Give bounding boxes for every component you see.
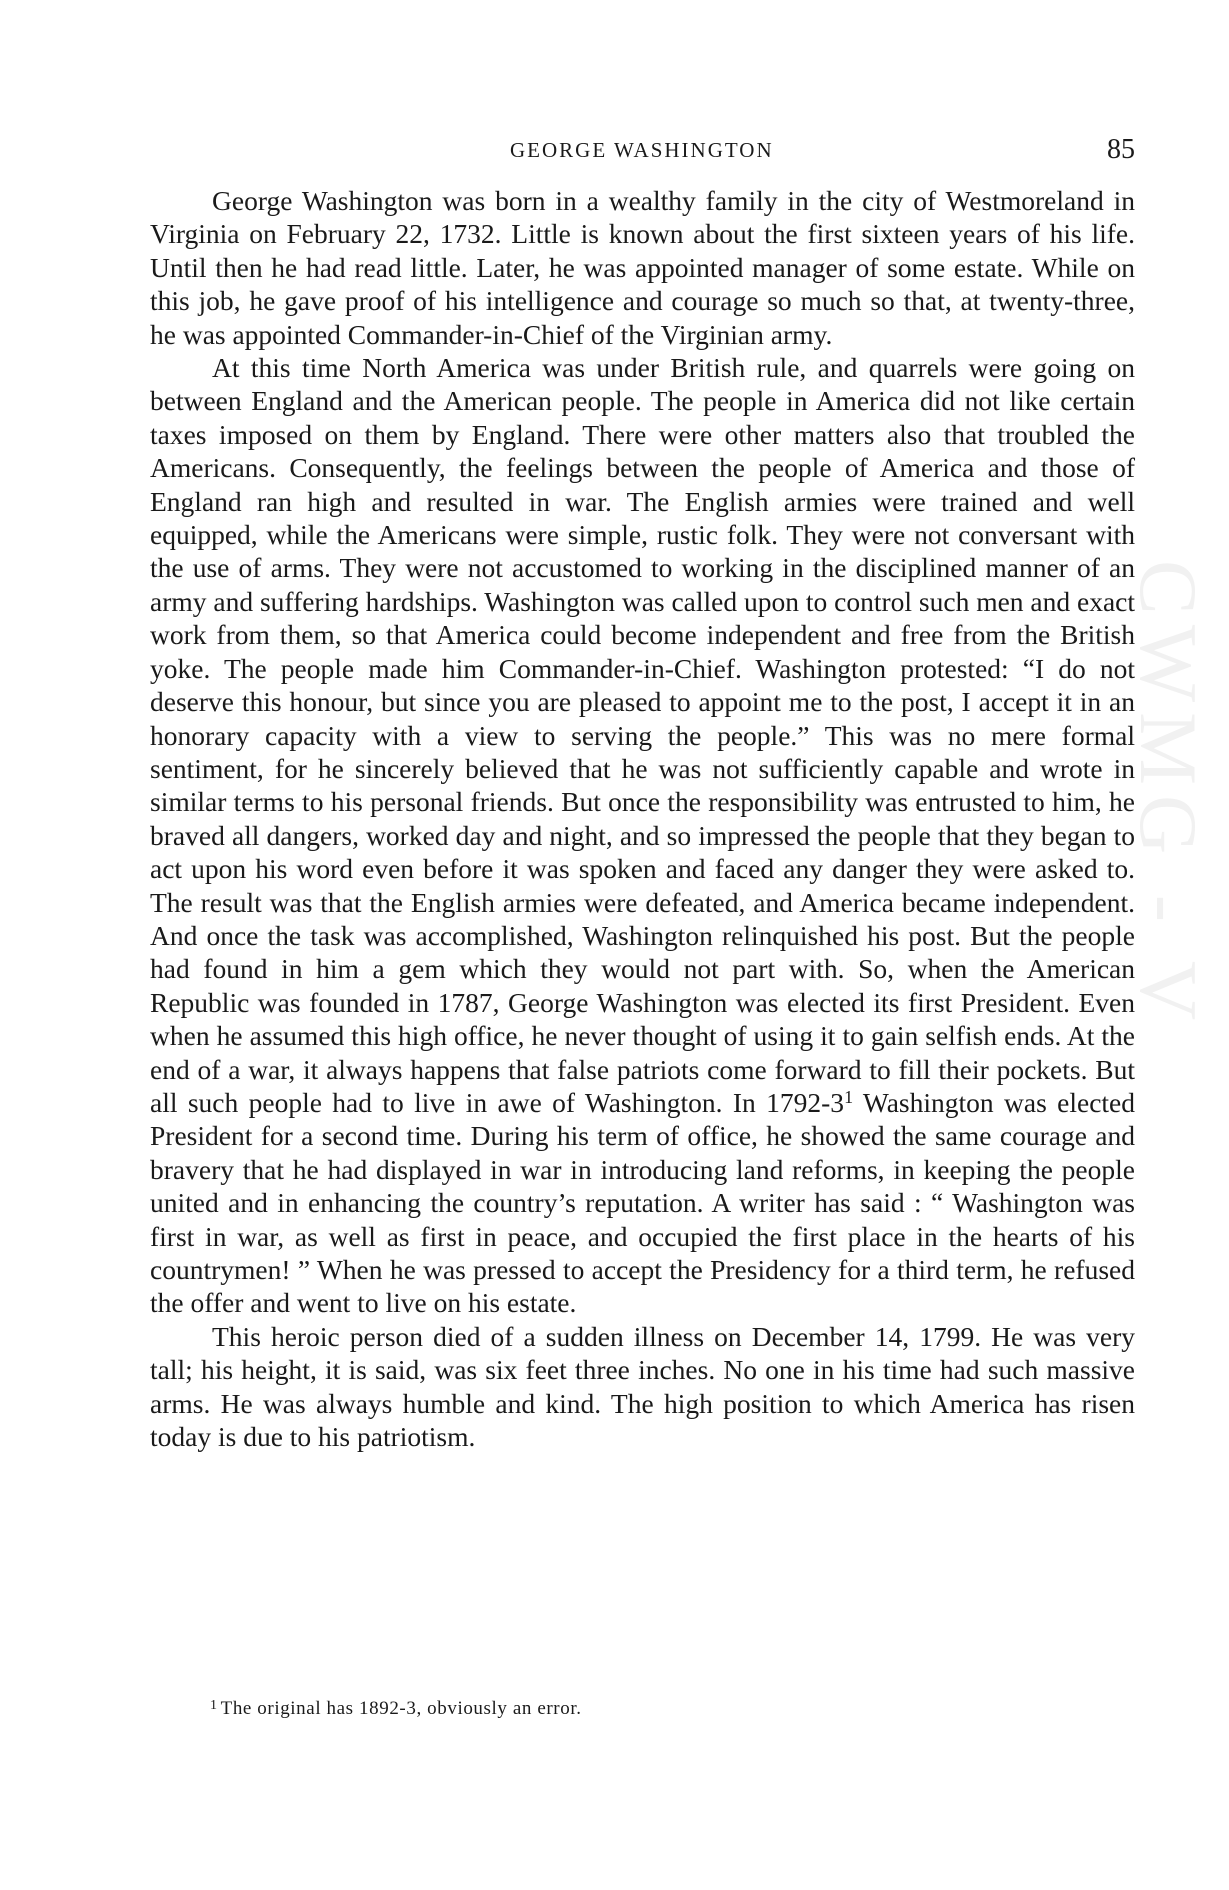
paragraph-3: This heroic person died of a sudden illness on December 14, 1799. He was very tall; his height, it is said, was six feet three inches. No one in his time had such massive arms. He was always humble and kind. The high position to which America has risen today is due to his patriotism.	[150, 1320, 1135, 1453]
paragraph-2	[150, 351, 1135, 1320]
footnote	[210, 1698, 582, 1720]
paragraph-2-text: At this time North America was under British rule, and quarrels were going on between England and the American people. The people in America did not like certain taxes imposed on them by England. There were other matters also that troubled the Americans. Consequently, the feelings between the people of America and those of England ran high and resulted in war. The English armies were trained and well equipped, while the Americans were simple, rustic folk. They were not conversant with the use of arms. They were not accustomed to working in the disciplined manner of an army and suffering hardships. Washington was called upon to control such men and exact work from them, so that America could become independent and free from the British yoke. The people made him Commander-in-Chief. Washington protested: “I do not deserve this honour, but since you are pleased to appoint me to the post, I accept it in an honorary capacity with a view to serving the people.” This was no mere formal sentiment, for he sincerely believed that he was not sufficiently capable and wrote in similar terms to his personal friends. But once the responsibility was entrusted to him, he braved all dangers, worked day and night, and so impressed the people that they began to act upon his word even before it was spoken and faced any danger they were asked to. The result was that the English armies were defeated, and America became independent. And once the task was accomplished, Washington relinquished his post. But the people had found in him a gem which they would not part with. So, when the American Republic was founded in 1787, George Washington was elected its first President. Even when he assumed this high office, he never thought of using it to gain selfish ends. At the end of a war, it always happens that false patriots come forward to fill their pockets. But all such people had to live in awe of Washington. In 1792-3	[150, 352, 1136, 1118]
paragraph-1: George Washington was born in a wealthy family in the city of Westmoreland in Virginia on February 22, 1732. Little is known about the first sixteen years of his life. Until then he had read little. Later, he was appointed manager of some estate. While on this job, he gave proof of his intelligence and courage so much so that, at twenty-three, he was appointed Commander-in-Chief of the Virginian army.	[150, 185, 1135, 350]
footnote-reference: 1	[844, 1086, 854, 1107]
footnote-marker: 1	[210, 1698, 218, 1713]
footnote-text: The original has 1892-3, obviously an error.	[220, 1698, 582, 1719]
running-title: GEORGE WASHINGTON	[510, 138, 774, 162]
page-number: 85	[1107, 134, 1135, 165]
paragraph-2-continuation: Washington was elected President for a second time. During his term of office, he showed the same courage and bravery that he had displayed in war in introducing land reforms, in keeping the people united and in enhancing the country’s reputation. A writer has said : “ Washington was first in war, as well as first in peace, and occupied the first place in the hearts of his countrymen! ” When he was pressed to accept the Presidency for a third term, he refused the offer and went to live on his estate.	[150, 1086, 1135, 1319]
running-head	[150, 134, 1135, 174]
body-text	[150, 184, 1135, 1453]
book-page	[150, 0, 1135, 1890]
watermark: CWMG - V	[1123, 560, 1214, 1031]
